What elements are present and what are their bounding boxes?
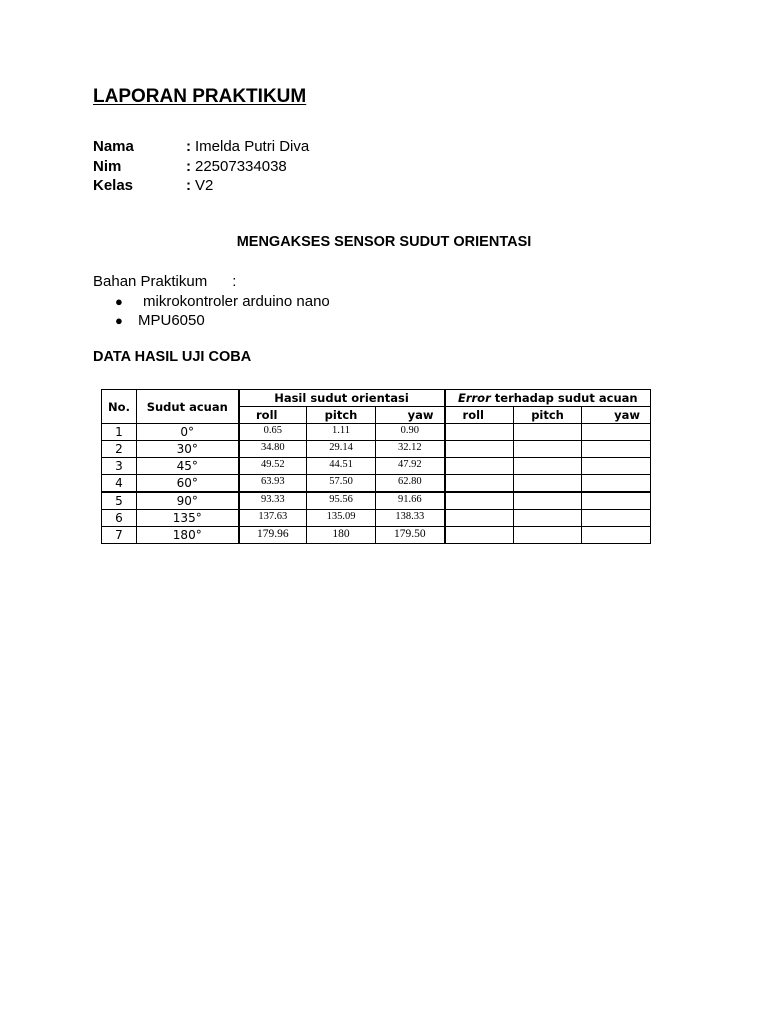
cell-error-pitch [514, 424, 582, 441]
cell-no: 7 [102, 527, 137, 544]
cell-error-pitch [514, 441, 582, 458]
group-header-hasil: Hasil sudut orientasi [239, 390, 445, 407]
cell-roll: 0.65 [239, 424, 307, 441]
identity-value: V2 [195, 177, 214, 194]
list-item-text: MPU6050 [138, 312, 205, 329]
cell-ref: 45° [137, 458, 239, 475]
section-heading: MENGAKSES SENSOR SUDUT ORIENTASI [236, 234, 532, 250]
list-item [93, 311, 330, 331]
cell-pitch: 180 [307, 527, 376, 544]
cell-roll: 179.96 [239, 527, 307, 544]
results-table [101, 389, 651, 544]
data-heading: DATA HASIL UJI COBA [93, 349, 252, 365]
cell-error-roll [445, 458, 514, 475]
cell-error-roll [445, 510, 514, 527]
cell-roll: 93.33 [239, 492, 307, 510]
identity-block [93, 137, 309, 196]
cell-no: 6 [102, 510, 137, 527]
cell-yaw: 179.50 [376, 527, 445, 544]
cell-error-roll [445, 441, 514, 458]
materials-list [93, 292, 330, 331]
cell-error-pitch [514, 510, 582, 527]
cell-no: 5 [102, 492, 137, 510]
subheader-roll: roll [239, 407, 307, 424]
cell-pitch: 135.09 [307, 510, 376, 527]
cell-ref: 90° [137, 492, 239, 510]
identity-row-nama [93, 137, 309, 157]
cell-ref: 180° [137, 527, 239, 544]
cell-pitch: 29.14 [307, 441, 376, 458]
cell-error-yaw [582, 492, 651, 510]
cell-error-roll [445, 492, 514, 510]
cell-roll: 137.63 [239, 510, 307, 527]
group-header-error-em: Error [457, 391, 491, 405]
cell-no: 3 [102, 458, 137, 475]
cell-yaw: 62.80 [376, 475, 445, 493]
subheader-pitch: pitch [307, 407, 376, 424]
cell-ref: 0° [137, 424, 239, 441]
identity-label: Kelas [93, 177, 134, 194]
cell-pitch: 44.51 [307, 458, 376, 475]
bullet-icon: ● [115, 313, 123, 328]
table-row [102, 492, 651, 510]
identity-value: 22507334038 [195, 157, 287, 175]
identity-label: Nama [93, 138, 134, 155]
cell-no: 2 [102, 441, 137, 458]
cell-roll: 49.52 [239, 458, 307, 475]
cell-roll: 34.80 [239, 441, 307, 458]
materials-label: Bahan Praktikum [93, 273, 208, 290]
identity-colon: : [186, 138, 191, 155]
results-table-wrap [101, 389, 651, 544]
report-title: LAPORAN PRAKTIKUM [93, 86, 307, 107]
cell-yaw: 91.66 [376, 492, 445, 510]
materials-header [93, 272, 330, 292]
cell-ref: 135° [137, 510, 239, 527]
cell-no: 1 [102, 424, 137, 441]
subheader-error-yaw: yaw [582, 407, 651, 424]
cell-error-roll [445, 475, 514, 493]
cell-error-pitch [514, 492, 582, 510]
subheader-error-pitch: pitch [514, 407, 582, 424]
cell-error-pitch [514, 458, 582, 475]
cell-roll: 63.93 [239, 475, 307, 493]
identity-colon: : [186, 157, 191, 175]
cell-error-yaw [582, 475, 651, 493]
cell-yaw: 47.92 [376, 458, 445, 475]
col-header-sudut-acuan: Sudut acuan [137, 390, 239, 424]
bullet-icon: ● [115, 293, 123, 309]
table-row [102, 441, 651, 458]
materials-block [93, 272, 330, 331]
cell-error-yaw [582, 441, 651, 458]
identity-row-nim [93, 157, 309, 177]
list-item [93, 292, 330, 312]
cell-ref: 30° [137, 441, 239, 458]
cell-yaw: 0.90 [376, 424, 445, 441]
identity-value: Imelda Putri Diva [195, 138, 310, 155]
group-header-error-rest: terhadap sudut acuan [490, 391, 638, 405]
identity-label: Nim [93, 157, 122, 175]
col-header-no: No. [102, 390, 137, 424]
cell-yaw: 32.12 [376, 441, 445, 458]
table-header-row [102, 390, 651, 407]
cell-error-yaw [582, 527, 651, 544]
table-row [102, 424, 651, 441]
group-header-error [445, 390, 651, 407]
cell-error-pitch [514, 527, 582, 544]
cell-ref: 60° [137, 475, 239, 493]
cell-pitch: 1.11 [307, 424, 376, 441]
subheader-error-roll: roll [445, 407, 514, 424]
cell-yaw: 138.33 [376, 510, 445, 527]
cell-error-yaw [582, 458, 651, 475]
cell-pitch: 57.50 [307, 475, 376, 493]
identity-row-kelas [93, 176, 309, 196]
table-row [102, 458, 651, 475]
cell-error-yaw [582, 424, 651, 441]
cell-error-roll [445, 424, 514, 441]
identity-colon: : [186, 177, 191, 194]
table-row [102, 510, 651, 527]
subheader-yaw: yaw [376, 407, 445, 424]
cell-error-yaw [582, 510, 651, 527]
table-row [102, 475, 651, 493]
cell-error-pitch [514, 475, 582, 493]
cell-error-roll [445, 527, 514, 544]
table-row [102, 527, 651, 544]
cell-pitch: 95.56 [307, 492, 376, 510]
cell-no: 4 [102, 475, 137, 493]
materials-colon: : [232, 273, 237, 290]
list-item-text: mikrokontroler arduino nano [143, 292, 330, 310]
